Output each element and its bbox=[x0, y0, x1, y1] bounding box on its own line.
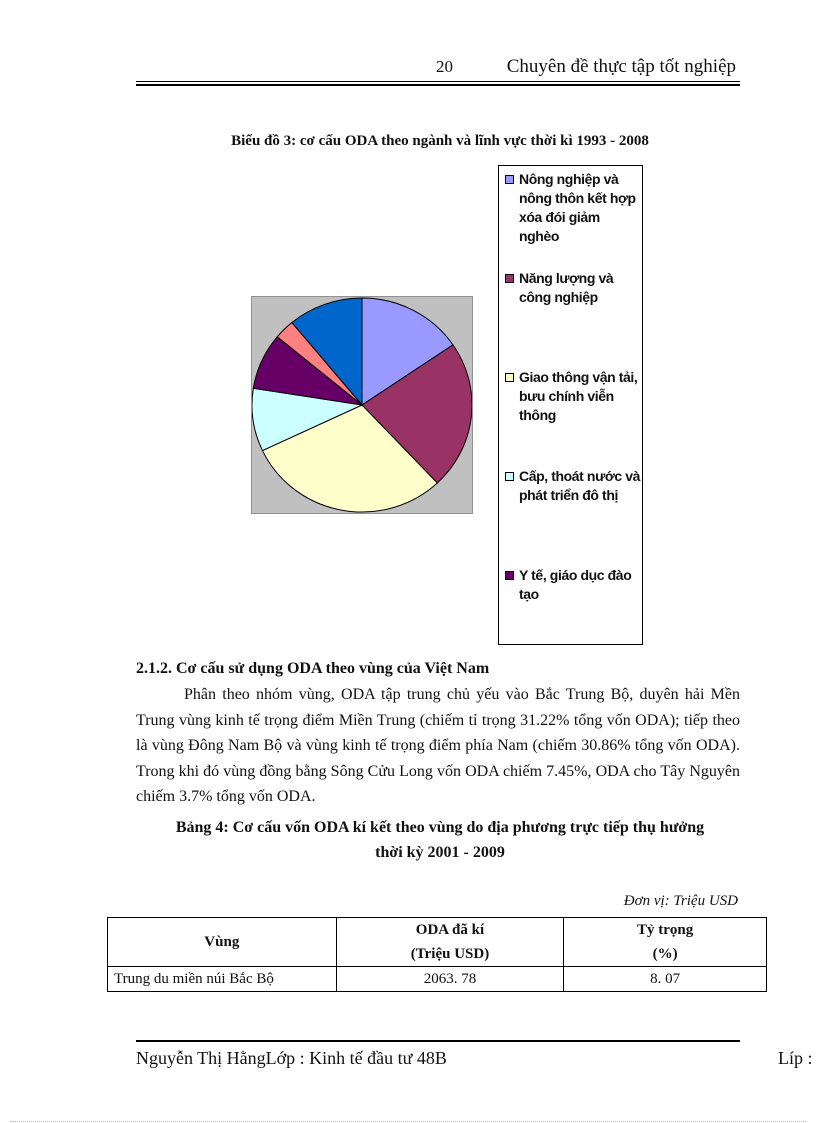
unit-note: Đơn vị: Triệu USD bbox=[623, 893, 738, 909]
page-header bbox=[136, 55, 740, 83]
footer-text: Nguyễn Thị HằngLớp : Kinh tế đầu tư 48B bbox=[136, 1048, 447, 1068]
header-title: Chuyên đề thực tập tốt nghiệp bbox=[506, 56, 736, 77]
page-number: 20 bbox=[436, 57, 453, 76]
table-title bbox=[130, 815, 750, 865]
header-share-line2: (%) bbox=[652, 946, 678, 962]
header-rule-thin bbox=[136, 81, 740, 82]
legend-label: Năng lượng và công nghiệp bbox=[519, 270, 614, 305]
cell-oda: 2063. 78 bbox=[336, 967, 564, 992]
cell-region: Trung du miền núi Bắc Bộ bbox=[108, 967, 337, 992]
oda-region-table bbox=[107, 917, 767, 992]
legend-label: Y tế, giáo dục đào tạo bbox=[519, 567, 632, 602]
header-share bbox=[564, 918, 767, 967]
table-row bbox=[108, 967, 767, 992]
legend-swatch bbox=[505, 472, 514, 481]
legend-label: Nông nghiệp và nông thôn kết hợp xóa đói giảm nghèo bbox=[519, 171, 636, 244]
legend-swatch bbox=[505, 274, 514, 283]
section-heading: 2.1.2. Cơ cấu sử dụng ODA theo vùng của Việt Nam bbox=[136, 660, 490, 677]
legend-swatch bbox=[505, 175, 514, 184]
legend-swatch bbox=[505, 373, 514, 382]
page-bottom-dots bbox=[10, 1121, 806, 1122]
chart-legend bbox=[498, 165, 643, 645]
pie-chart bbox=[252, 297, 472, 513]
header-oda bbox=[336, 918, 564, 967]
header-share-line1: Tỷ trọng bbox=[637, 922, 694, 938]
header-region: Vùng bbox=[108, 918, 337, 967]
legend-label: Cấp, thoát nước và phát triển đô thị bbox=[519, 468, 641, 503]
footer-right: Líp : bbox=[778, 1048, 813, 1068]
legend-label: Giao thông vận tải, bưu chính viễn thông bbox=[519, 369, 638, 423]
legend-swatch bbox=[505, 571, 514, 580]
table-title-line2: thời kỳ 2001 - 2009 bbox=[375, 844, 505, 861]
table-title-line1: Bảng 4: Cơ cấu vốn ODA kí kết theo vùng do địa phương trực tiếp thụ hưởng bbox=[175, 819, 705, 836]
header-oda-line2: (Triệu USD) bbox=[410, 946, 490, 962]
header-oda-line1: ODA đã kí bbox=[415, 922, 485, 938]
table-header-row bbox=[108, 918, 767, 967]
chart-title: Biểu đồ 3: cơ cấu ODA theo ngành và lĩnh vực thời kì 1993 - 2008 bbox=[231, 133, 649, 149]
header-rule-thick bbox=[136, 84, 740, 86]
paragraph-text: Phân theo nhóm vùng, ODA tập trung chủ yếu vào Bắc Trung Bộ, duyên hải Mền Trung vùng kinh tế trọng điểm Miền Trung (chiếm tỉ trọng 31.22% tổng vốn ODA); tiếp theo là vùng Đông Nam Bộ và vùng kinh tế trọng điểm phía Nam (chiếm 30.86% tổng vốn ODA). Trong khi đó vùng đồng bằng Sông Cửu Long vốn ODA chiếm 7.45%, ODA cho Tây Nguyên chiếm 3.7% tổng vốn ODA. bbox=[136, 686, 740, 805]
cell-share: 8. 07 bbox=[564, 967, 767, 992]
body-paragraph bbox=[136, 682, 740, 810]
footer-rule bbox=[136, 1040, 740, 1042]
pie-plot-area bbox=[251, 296, 473, 514]
